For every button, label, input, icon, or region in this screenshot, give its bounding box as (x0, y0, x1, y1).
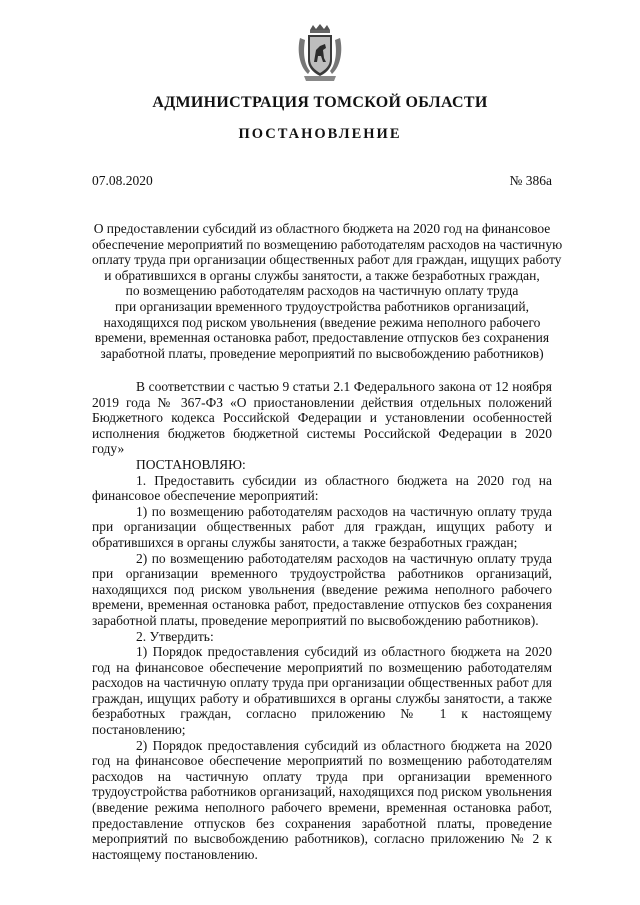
title-line: обеспечение мероприятий по возмещению работодателям расходов на частичную (92, 236, 563, 252)
document-type: ПОСТАНОВЛЕНИЕ (238, 126, 402, 142)
item-2-2: 2) Порядок предоставления субсидий из областного бюджета на 2020 год на финансовое обеспечение мероприятий по возмещению работодателям расходов на частичную оплату труда при организации временного трудоустройства работников организаций, находящихся под риском увольнения (введение режима неполного рабочего времени, временная остановка работ, предоставление отпусков без сохранения заработной платы, проведение мероприятий по высвобождению работников), согласно приложению № 2 к настоящему постановлению. (92, 737, 552, 862)
title-line: заработной платы, проведение мероприятий по высвобождению работников) (100, 345, 544, 361)
item-1-1: 1) по возмещению работодателям расходов на частичную оплату труда при организации общественных работ для граждан, ищущих работу и обратившихся в органы службы занятости, а также безработных граждан; (92, 503, 552, 550)
document-title (92, 221, 563, 361)
title-line: по возмещению работодателям расходов на частичную оплату труда (125, 283, 519, 299)
document-body (92, 379, 552, 862)
coat-of-arms-icon (296, 24, 344, 82)
organization-name: АДМИНИСТРАЦИЯ ТОМСКОЙ ОБЛАСТИ (152, 94, 488, 111)
item-1-2: 2) по возмещению работодателям расходов на частичную оплату труда при организации временного трудоустройства работников организаций, находящихся под риском увольнения (введение режима неполного рабочего времени, временная остановка работ, предоставление отпусков без сохранения заработной платы, проведение мероприятий по высвобождению работников). (92, 550, 552, 628)
document-number: № 386а (509, 173, 552, 188)
preamble-paragraph: В соответствии с частью 9 статьи 2.1 Федерального закона от 12 ноября 2019 года № 367-ФЗ «О приостановлении действия отдельных положений Бюджетного кодекса Российской Федерации и установлении особенностей исполнения бюджетов бюджетной системы Российской Федерации в 2020 году» (92, 379, 552, 457)
item-2-1: 1) Порядок предоставления субсидий из областного бюджета на 2020 год на финансовое обеспечение мероприятий по возмещению работодателям расходов на частичную оплату труда при организации общественных работ для граждан, ищущих работу и обратившихся в органы службы занятости, а также безработных граждан, согласно приложению № 1 к настоящему постановлению; (92, 644, 552, 738)
title-line: и обратившихся в органы службы занятости, а также безработных граждан, (104, 267, 540, 283)
item-1: 1. Предоставить субсидии из областного бюджета на 2020 год на финансовое обеспечение мероприятий: (92, 472, 552, 504)
title-line: времени, временная остановка работ, предоставление отпусков без сохранения (94, 330, 550, 346)
item-2: 2. Утвердить: (136, 628, 214, 644)
title-line: находящихся под риском увольнения (введение режима неполного рабочего (103, 314, 541, 330)
title-line: оплату труда при организации общественных работ для граждан, ищущих работу (92, 252, 562, 268)
title-line: О предоставлении субсидий из областного бюджета на 2020 год на финансовое (93, 221, 551, 236)
document-date: 07.08.2020 (92, 173, 153, 188)
title-line: при организации временного трудоустройства работников организаций, (115, 298, 529, 314)
decree-word: ПОСТАНОВЛЯЮ: (136, 456, 246, 472)
